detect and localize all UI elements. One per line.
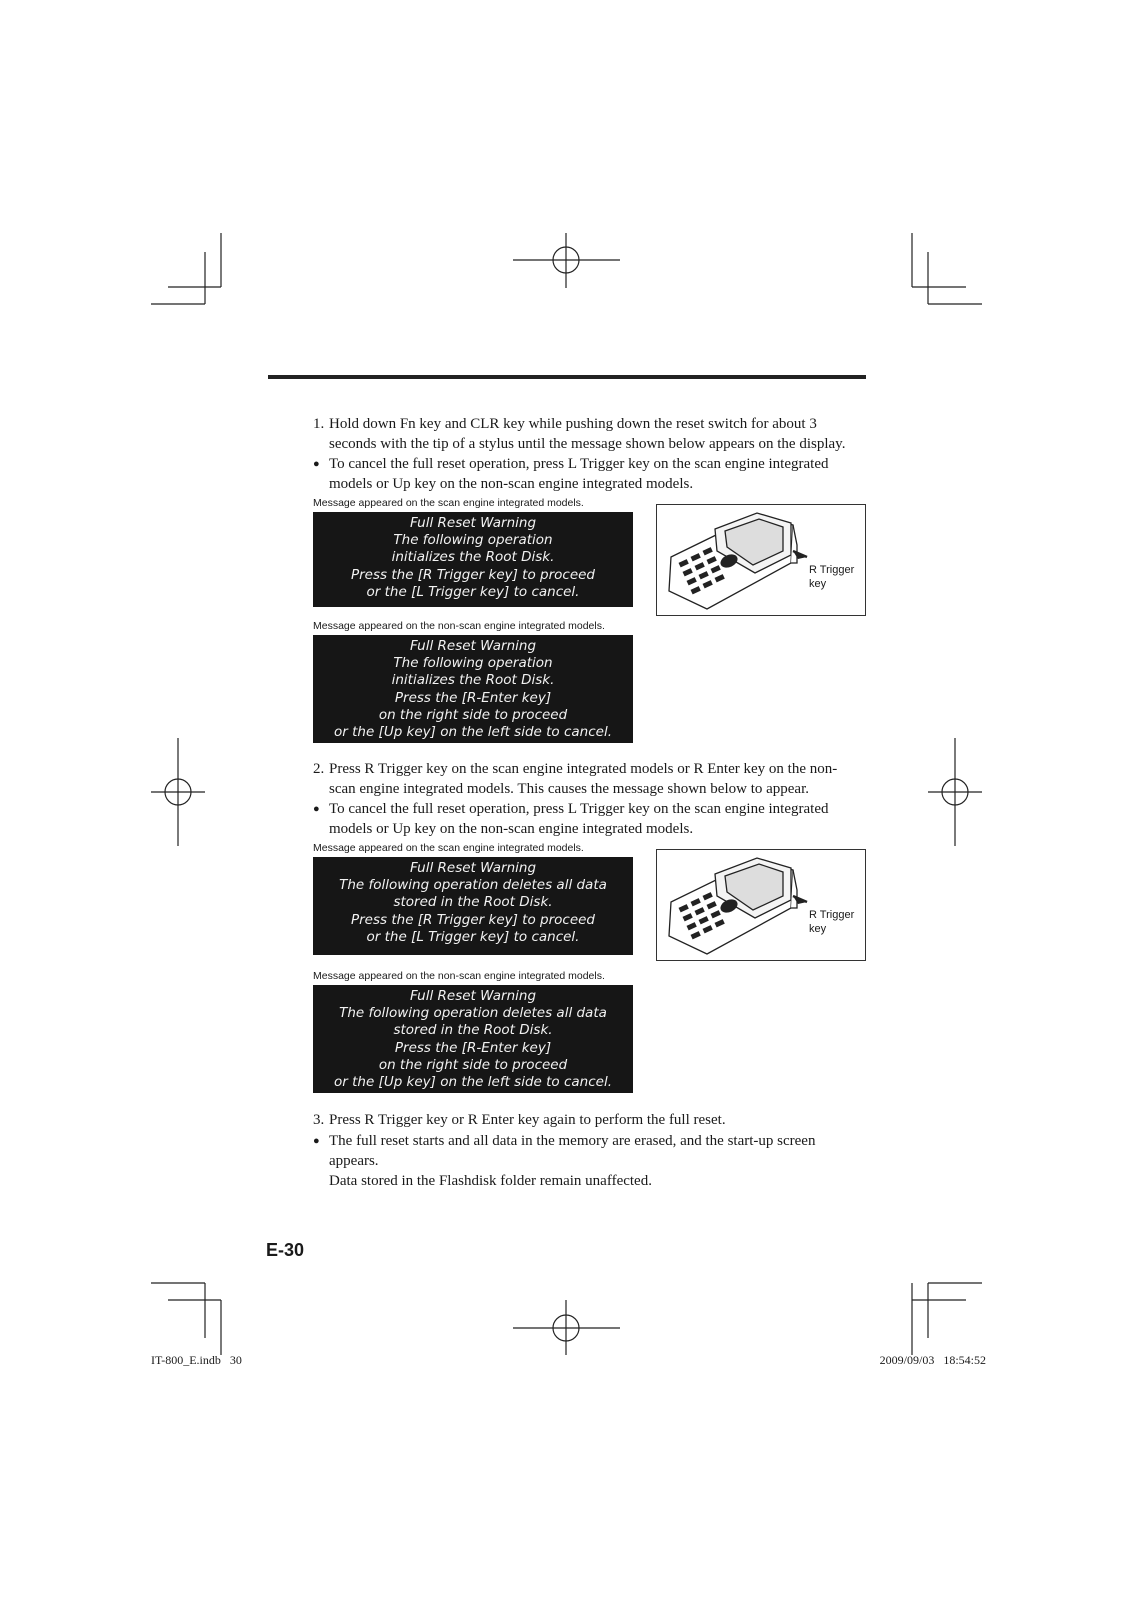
display-line: Full Reset Warning [409,988,537,1004]
display-message-scan-2 [313,857,633,955]
step-2-note [313,799,873,839]
display-line: The following operation [393,532,553,549]
display-line: Press the [R Trigger key] to proceed [350,911,596,928]
caption-scan-2: Message appeared on the scan engine integrated models. [313,842,584,854]
step-line: seconds with the tip of a stylus until the message shown below appears on the display. [329,436,846,452]
device-illustration-2 [656,849,866,961]
step-line: scan engine integrated models. This causes the message shown below to appear. [329,781,810,797]
display-line: or the [L Trigger key] to cancel. [366,583,580,600]
step-3-note [313,1131,873,1191]
note-line: Data stored in the Flashdisk folder remain unaffected. [329,1173,652,1189]
step-line: Press R Trigger key on the scan engine integrated models or R Enter key on the non- [329,761,838,777]
device-illustration-1 [656,504,866,616]
display-line: or the [Up key] on the left side to cancel. [334,724,612,741]
display-message-scan-1 [313,512,633,607]
step-2-text [313,759,873,799]
note-line: The full reset starts and all data in the memory are erased, and the start-up screen [329,1133,816,1149]
note-line: To cancel the full reset operation, press L Trigger key on the scan engine integrated [329,456,829,472]
display-line: initializes the Root Disk. [391,672,555,689]
bullet-icon: ● [313,803,320,815]
bullet-icon: ● [313,458,320,470]
display-line: Press the [R-Enter key] [394,689,552,706]
display-message-nonscan-2 [313,985,633,1093]
header-rule [268,375,866,379]
footer-filename: IT-800_E.indb 30 [151,1353,242,1367]
r-trigger-label [809,908,854,936]
display-line: or the [L Trigger key] to cancel. [366,928,580,945]
bullet-icon: ● [313,1135,320,1147]
display-line: Full Reset Warning [409,515,537,531]
display-line: stored in the Root Disk. [393,894,553,911]
step-number: 1. [313,416,325,432]
display-line: Press the [R Trigger key] to proceed [350,566,596,583]
handheld-terminal-icon [657,505,865,615]
display-line: on the right side to proceed [378,1056,568,1073]
display-line: or the [Up key] on the left side to cancel. [334,1074,612,1091]
step-number: 2. [313,761,325,777]
r-trigger-label [809,563,854,591]
display-line: on the right side to proceed [378,706,568,723]
display-message-nonscan-1 [313,635,633,743]
footer-timestamp: 2009/09/03 18:54:52 [879,1353,986,1367]
caption-scan-1: Message appeared on the scan engine integrated models. [313,497,584,509]
note-line: To cancel the full reset operation, press L Trigger key on the scan engine integrated [329,801,829,817]
note-line: models or Up key on the non-scan engine integrated models. [329,476,694,492]
display-line: The following operation deletes all data [339,1005,607,1022]
display-line: initializes the Root Disk. [391,549,555,566]
display-line: Full Reset Warning [409,860,537,876]
display-line: Press the [R-Enter key] [394,1039,552,1056]
step-line: Press R Trigger key or R Enter key again to perform the full reset. [329,1112,726,1128]
label-line: R Trigger [809,564,855,576]
display-line: stored in the Root Disk. [393,1022,553,1039]
display-line: The following operation [393,655,553,672]
step-3-text [313,1110,873,1130]
display-line: Full Reset Warning [409,638,537,654]
label-line: key [809,578,827,590]
display-line: The following operation deletes all data [339,877,607,894]
page-number: E-30 [266,1240,305,1260]
label-line: key [809,923,827,935]
label-line: R Trigger [809,909,855,921]
step-line: Hold down Fn key and CLR key while pushing down the reset switch for about 3 [329,416,817,432]
handheld-terminal-icon [657,850,865,960]
step-1-note [313,454,873,494]
note-line: models or Up key on the non-scan engine integrated models. [329,821,694,837]
note-line: appears. [329,1153,379,1169]
step-number: 3. [313,1112,325,1128]
caption-nonscan-1: Message appeared on the non-scan engine integrated models. [313,620,605,632]
caption-nonscan-2: Message appeared on the non-scan engine integrated models. [313,970,605,982]
step-1-text [313,414,873,454]
